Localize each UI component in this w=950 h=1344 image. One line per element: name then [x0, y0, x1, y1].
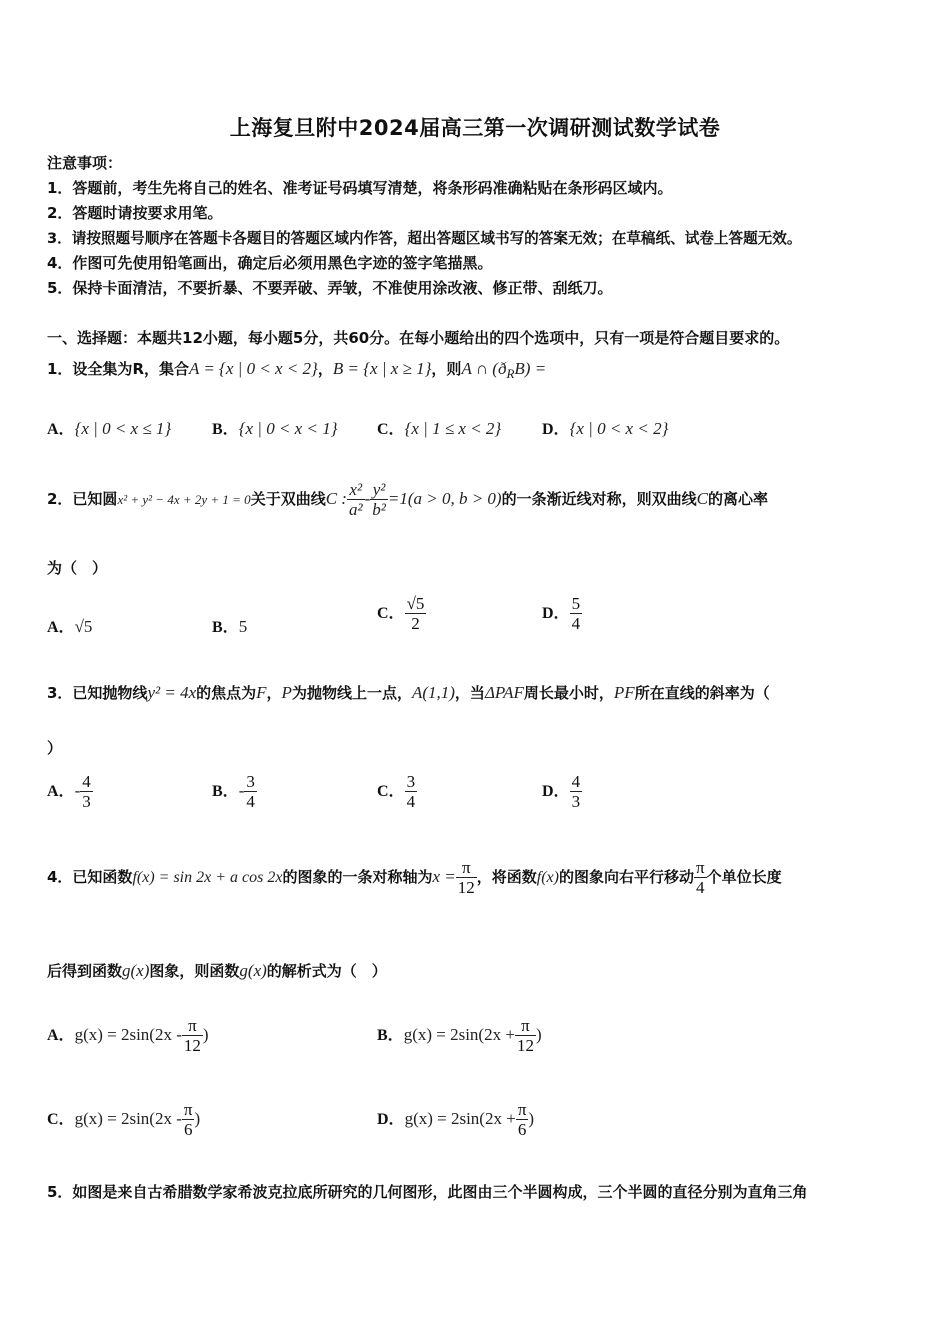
option-value: $\frac{3}{4}$: [246, 772, 255, 811]
q1-set-a: A = {x | 0 < x < 2}: [189, 359, 318, 378]
q3-text: 的焦点为: [196, 684, 257, 702]
option-label: B．: [377, 1027, 404, 1044]
option-value: $\frac{5}{4}$: [571, 594, 581, 633]
q3-option-a[interactable]: [47, 772, 93, 811]
question-4: [47, 858, 782, 897]
option-label: C．: [377, 783, 405, 800]
option-label: D．: [542, 783, 570, 800]
notice-item: 5．保持卡面清洁，不要折暴、不要弄破、弄皱，不准使用涂改液、修正带、刮纸刀。: [47, 279, 613, 297]
option-label: D．: [542, 605, 570, 622]
q1-set-b: B = {x | x ≥ 1}: [332, 359, 432, 378]
q2-option-d[interactable]: [542, 594, 582, 633]
q4-option-d[interactable]: [377, 1100, 534, 1139]
q2-text: 的一条渐近线对称，则双曲线: [501, 490, 697, 508]
q4-g: g(x): [239, 961, 267, 980]
q2-hyperbola-frac-x: $\frac{\text{x²}}{\text{a²}}$: [348, 480, 363, 519]
q4-text: 的解析式为（ ）: [266, 962, 387, 980]
option-value: $\frac{√5}{2}$: [406, 594, 425, 633]
option-label: C．: [47, 1111, 75, 1128]
q3-point-a: A(1,1): [411, 683, 455, 702]
q4-text: 图象，则函数: [149, 962, 240, 980]
option-value: g(x) = 2sin(2x +: [404, 1109, 516, 1128]
q2-hyperbola-tail: =1(a > 0, b > 0): [387, 489, 502, 508]
option-value: $\frac{3}{4}$: [406, 772, 416, 811]
option-value: √5: [74, 617, 93, 636]
q4-text: 4．已知函数: [47, 868, 133, 886]
q2-text-cont: 为（ ）: [47, 559, 108, 577]
q1-option-c[interactable]: [377, 416, 501, 439]
q3-triangle: ΔPAF: [484, 683, 524, 702]
q2-option-c[interactable]: [377, 594, 426, 633]
q3-parabola: y² = 4x: [147, 683, 197, 702]
q1-option-b[interactable]: [212, 416, 338, 439]
option-value: g(x) = 2sin(2x -: [74, 1109, 182, 1128]
q3-text: 所在直线的斜率为（: [634, 684, 770, 702]
q2-hyperbola-frac-y: $\frac{\text{y²}}{\text{b²}}$: [372, 480, 386, 519]
question-3: [47, 682, 770, 703]
option-value: {x | 0 < x ≤ 1}: [74, 419, 172, 438]
q4-function: f(x) = sin 2x + a cos 2x: [132, 869, 283, 886]
option-value: {x | 1 ≤ x < 2}: [404, 419, 502, 438]
option-frac: $\frac{\pi}{6}$: [517, 1100, 527, 1139]
option-value: {x | 0 < x < 1}: [238, 419, 338, 438]
q4-option-b[interactable]: [377, 1016, 542, 1055]
option-label: A．: [47, 783, 75, 800]
option-label: B．: [212, 783, 239, 800]
q1-option-a[interactable]: [47, 416, 171, 439]
q2-c: C: [696, 489, 708, 508]
option-label: A．: [47, 619, 75, 636]
notice-heading: 注意事项：: [47, 154, 123, 172]
q4-function: f(x): [536, 869, 559, 886]
q2-minus: -: [364, 489, 371, 508]
section-heading: 一、选择题：本题共12小题，每小题5分，共60分。在每小题给出的四个选项中，只有一项是符合题目要求的。: [47, 329, 790, 347]
option-value: $\frac{4}{3}$: [82, 772, 91, 811]
q1-option-d[interactable]: [542, 416, 668, 439]
q3-sep: ，: [266, 684, 282, 702]
q4-option-c[interactable]: [47, 1100, 200, 1139]
option-value: {x | 0 < x < 2}: [569, 419, 669, 438]
q4-axis-frac: $\frac{\pi}{12}$: [457, 858, 475, 897]
notice-item: 3．请按照题号顺序在答题卡各题目的答题区域内作答，超出答题区域书写的答案无效；在草稿纸、试卷上答题无效。: [47, 230, 802, 247]
q3-text: ，当: [454, 684, 485, 702]
option-label: A．: [47, 421, 75, 438]
q3-text-cont: ）: [47, 739, 63, 757]
q4-text: 的图象的一条对称轴为: [282, 868, 433, 886]
q3-pf: PF: [613, 683, 635, 702]
q3-p: P: [281, 683, 292, 702]
option-label: D．: [542, 421, 570, 438]
q2-text: 关于双曲线: [250, 490, 326, 508]
option-frac: $\frac{\pi}{12}$: [183, 1016, 201, 1055]
q3-text: 为抛物线上一点，: [291, 684, 412, 702]
option-frac: $\frac{\pi}{12}$: [516, 1016, 534, 1055]
option-value: g(x) = 2sin(2x +: [403, 1025, 515, 1044]
option-label: C．: [377, 605, 405, 622]
q2-hyperbola-c: C :: [325, 489, 347, 508]
q4-shift-frac: $\frac{\pi}{4}$: [695, 858, 705, 897]
question-5: 5．如图是来自古希腊数学家希波克拉底所研究的几何图形，此图由三个半圆构成，三个半圆的直径分别为直角三角: [47, 1183, 808, 1201]
q1-expression: A ∩ (ð: [461, 359, 507, 378]
q3-option-d[interactable]: [542, 772, 582, 811]
q2-text: 2．已知圆: [47, 490, 118, 508]
option-value: 5: [238, 617, 248, 636]
q3-option-b[interactable]: [212, 772, 257, 811]
option-sign: -: [74, 781, 81, 800]
notice-item: 1．答题前，考生先将自己的姓名、准考证号码填写清楚，将条形码准确粘贴在条形码区域内。: [47, 179, 673, 197]
option-tail: ): [535, 1025, 542, 1044]
q4-text-cont: [47, 960, 387, 981]
q4-text: 的图象向右平行移动: [558, 868, 694, 886]
option-label: B．: [212, 619, 239, 636]
q3-option-c[interactable]: [377, 772, 417, 811]
option-frac: $\frac{\pi}{6}$: [183, 1100, 193, 1139]
q3-text: 周长最小时，: [523, 684, 614, 702]
q1-expression-sub: R: [506, 366, 515, 381]
q4-text: 后得到函数: [47, 962, 123, 980]
q1-sep: ，: [317, 360, 333, 378]
page-title: 上海复旦附中2024届高三第一次调研测试数学试卷: [229, 116, 721, 140]
option-tail: ): [528, 1109, 535, 1128]
notice-item: 2．答题时请按要求用笔。: [47, 204, 223, 222]
option-label: B．: [212, 421, 239, 438]
option-value: g(x) = 2sin(2x -: [74, 1025, 182, 1044]
notice-item: 4．作图可先使用铅笔画出，确定后必须用黑色字迹的签字笔描黑。: [47, 254, 493, 272]
q4-text: 个单位长度: [706, 868, 782, 886]
q1-text: ，则: [431, 360, 462, 378]
option-tail: ): [202, 1025, 209, 1044]
q4-text: ，将函数: [476, 868, 537, 886]
q3-text: 3．已知抛物线: [47, 684, 148, 702]
q2-circle: x² + y² − 4x + 2y + 1 = 0: [117, 492, 251, 507]
q3-f: F: [256, 683, 267, 702]
option-tail: ): [194, 1109, 201, 1128]
option-label: C．: [377, 421, 405, 438]
q2-option-b[interactable]: [212, 614, 247, 637]
option-label: D．: [377, 1111, 405, 1128]
option-value: $\frac{4}{3}$: [571, 772, 581, 811]
q1-expression: B) =: [514, 359, 547, 378]
q4-axis: x =: [432, 867, 456, 886]
option-sign: -: [238, 781, 245, 800]
question-1: [47, 358, 546, 382]
q4-g: g(x): [122, 961, 150, 980]
option-label: A．: [47, 1027, 75, 1044]
q2-option-a[interactable]: [47, 614, 92, 637]
q1-text: 1．设全集为R，集合: [47, 360, 189, 378]
q4-option-a[interactable]: [47, 1016, 209, 1055]
q2-text: 的离心率: [707, 490, 768, 508]
question-2: [47, 480, 768, 519]
